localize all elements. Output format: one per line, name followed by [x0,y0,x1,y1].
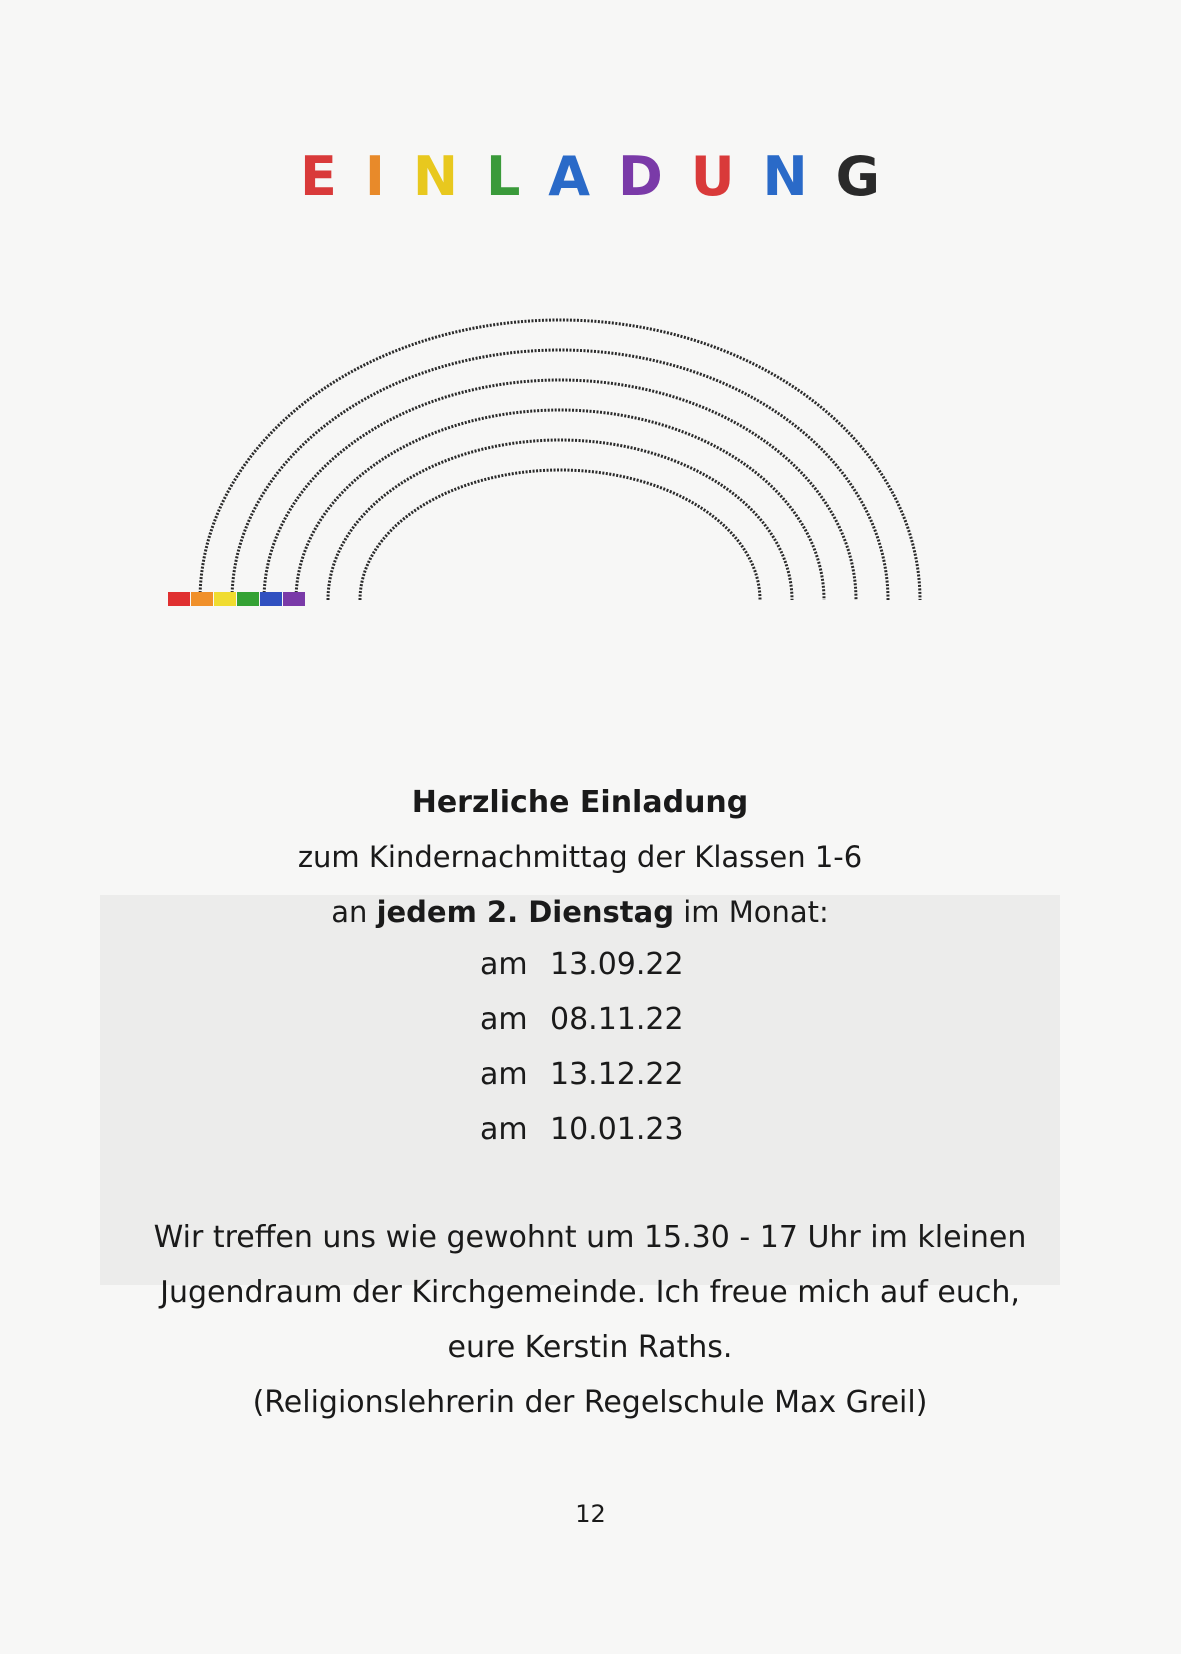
date-prefix: am [480,947,528,982]
rainbow-color-swatch [191,592,213,606]
title-letter: L [485,144,521,208]
invitation-text [100,775,1060,940]
date-value: 08.11.22 [550,1002,684,1037]
meeting-info [100,1210,1080,1430]
rainbow-arc [328,440,792,600]
invitation-subtitle: zum Kindernachmittag der Klassen 1-6 [297,840,863,874]
title-letter: G [835,144,880,208]
title-letter: E [300,144,337,208]
rainbow-arc [200,320,920,600]
title-letter: U [690,144,735,208]
date-row [100,992,1060,1047]
date-value: 10.01.23 [550,1112,684,1147]
meeting-line: Jugendraum der Kirchgemeinde. Ich freue mich auf euch, [160,1275,1020,1310]
schedule-emphasis: jedem 2. Dienstag [376,895,674,929]
title-letter: D [618,144,663,208]
date-prefix: am [480,1002,528,1037]
schedule-post: im Monat: [673,895,829,929]
meeting-signature: eure Kerstin Raths. [447,1330,733,1365]
date-row [100,1102,1060,1157]
rainbow-color-swatch [260,592,282,606]
meeting-role: (Religionslehrerin der Regelschule Max Greil) [252,1385,928,1420]
rainbow-arc [232,350,888,600]
rainbow-color-swatch [237,592,259,606]
invitation-schedule [100,885,1060,940]
page-title [300,136,880,216]
date-value: 13.09.22 [550,947,684,982]
date-row [100,1047,1060,1102]
title-letter: A [548,144,591,208]
rainbow-color-swatch [214,592,236,606]
page-number: 12 [575,1500,606,1528]
date-prefix: am [480,1057,528,1092]
title-letter: I [364,144,385,208]
invitation-heading: Herzliche Einladung [411,785,749,820]
meeting-line: Wir treffen uns wie gewohnt um 15.30 - 17 Uhr im kleinen [153,1220,1027,1255]
date-row [100,937,1060,992]
date-list [100,937,1060,1157]
schedule-pre: an [331,895,377,929]
rainbow-color-swatch [168,592,190,606]
title-letter: N [762,144,808,208]
rainbow-color-swatch [283,592,305,606]
date-prefix: am [480,1112,528,1147]
rainbow-arc [360,470,760,600]
rainbow-illustration [160,310,960,660]
date-value: 13.12.22 [550,1057,684,1092]
title-letter: N [412,144,459,208]
rainbow-arc [264,380,856,600]
